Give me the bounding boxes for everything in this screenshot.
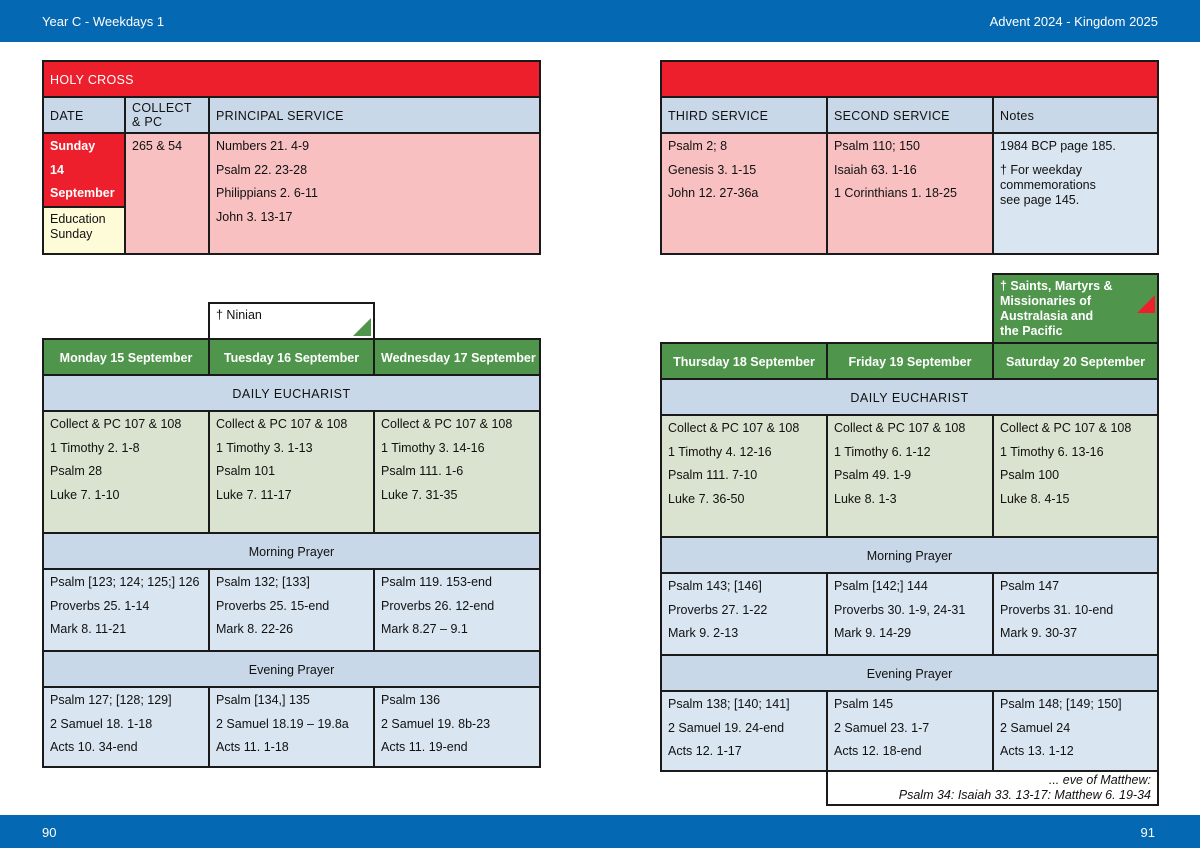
eve-of-matthew-note	[826, 770, 1159, 806]
sunday-title-continuation	[660, 60, 1159, 98]
second-service-cell	[826, 132, 994, 255]
eucharist-reading: 1 Timothy 6. 13-16	[1000, 444, 1104, 459]
sunday-date-cell	[42, 132, 126, 208]
header-left-title: Year C - Weekdays 1	[42, 14, 165, 29]
evening-cell-wednesday	[373, 686, 541, 768]
eucharist-reading: Luke 7. 36-50	[668, 491, 745, 506]
observance-line-1: Education	[50, 212, 106, 226]
evening-cell-monday	[42, 686, 210, 768]
eucharist-reading: Collect & PC 107 & 108	[1000, 421, 1132, 435]
page-number-right: 91	[1140, 825, 1155, 840]
third-service-header: THIRD SERVICE	[660, 96, 828, 134]
eucharist-reading: Luke 8. 1-3	[834, 491, 897, 506]
evening-reading: Acts 11. 1-18	[216, 740, 289, 754]
eucharist-reading: Luke 7. 31-35	[381, 487, 458, 502]
eucharist-cell-monday	[42, 410, 210, 534]
notes-line: † For weekday	[1000, 162, 1082, 177]
eucharist-reading: Collect & PC 107 & 108	[668, 421, 800, 435]
evening-reading: Acts 10. 34-end	[50, 740, 138, 754]
evening-reading: Acts 12. 1-17	[668, 744, 742, 758]
morning-reading: Psalm [123; 124; 125;] 126	[50, 575, 200, 589]
third-service-cell	[660, 132, 828, 255]
evening-reading: Psalm 127; [128; 129]	[50, 693, 172, 707]
third-reading: Psalm 2; 8	[668, 139, 728, 153]
header-right-title: Advent 2024 - Kingdom 2025	[989, 14, 1158, 29]
eucharist-reading: Luke 7. 11-17	[216, 487, 292, 502]
morning-prayer-band-right: Morning Prayer	[660, 536, 1159, 574]
notes-cell	[992, 132, 1159, 255]
morning-reading: Psalm [142;] 144	[834, 579, 928, 593]
principal-reading: Philippians 2. 6-11	[216, 186, 318, 200]
green-corner-marker-icon	[353, 318, 371, 336]
evening-cell-tuesday	[208, 686, 375, 768]
evening-reading: Psalm 138; [140; 141]	[668, 697, 790, 711]
observance-cell	[42, 206, 126, 255]
morning-cell-monday	[42, 568, 210, 652]
notes-header: Notes	[992, 96, 1159, 134]
daily-eucharist-band: DAILY EUCHARIST	[42, 374, 541, 412]
saints-line: Missionaries of	[1000, 294, 1091, 308]
eve-line-2: Psalm 34: Isaiah 33. 13-17: Matthew 6. 19-34	[898, 788, 1151, 802]
morning-reading: Proverbs 31. 10-end	[1000, 602, 1114, 617]
morning-reading: Mark 9. 30-37	[1000, 626, 1078, 640]
principal-reading: Psalm 22. 23-28	[216, 162, 308, 177]
eucharist-reading: Collect & PC 107 & 108	[381, 417, 513, 431]
principal-cell	[208, 132, 541, 255]
day-header-thursday: Thursday 18 September	[660, 342, 828, 380]
evening-cell-friday	[826, 690, 994, 772]
saints-commemoration	[992, 273, 1159, 344]
morning-reading: Proverbs 26. 12-end	[381, 598, 495, 613]
morning-reading: Psalm 143; [146]	[668, 579, 762, 593]
notes-line: see page 145.	[1000, 192, 1080, 207]
evening-reading: Psalm [134,] 135	[216, 693, 310, 707]
day-header-monday: Monday 15 September	[42, 338, 210, 376]
second-reading: Isaiah 63. 1-16	[834, 162, 917, 177]
header-bar	[0, 0, 1200, 42]
eucharist-reading: 1 Timothy 2. 1-8	[50, 440, 140, 455]
evening-prayer-band-right: Evening Prayer	[660, 654, 1159, 692]
morning-cell-friday	[826, 572, 994, 656]
day-header-wednesday: Wednesday 17 September	[373, 338, 541, 376]
collect-cell: 265 & 54	[124, 132, 210, 255]
evening-reading: 2 Samuel 24	[1000, 720, 1071, 735]
morning-reading: Mark 9. 2-13	[668, 626, 739, 640]
morning-reading: Psalm 147	[1000, 579, 1060, 593]
eucharist-reading: Psalm 111. 1-6	[381, 464, 464, 478]
third-reading: John 12. 27-36a	[668, 186, 759, 200]
eucharist-cell-thursday	[660, 414, 828, 538]
eucharist-cell-saturday	[992, 414, 1159, 538]
footer-bar	[0, 815, 1200, 848]
eucharist-reading: Luke 7. 1-10	[50, 487, 120, 502]
eucharist-reading: Psalm 49. 1-9	[834, 468, 912, 482]
sunday-title: HOLY CROSS	[42, 60, 541, 98]
morning-reading: Mark 8. 22-26	[216, 622, 294, 636]
second-service-header: SECOND SERVICE	[826, 96, 994, 134]
notes-line: 1984 BCP page 185.	[1000, 139, 1116, 153]
day-header-tuesday: Tuesday 16 September	[208, 338, 375, 376]
evening-reading: Psalm 148; [149; 150]	[1000, 697, 1122, 711]
eucharist-reading: Psalm 28	[50, 464, 103, 478]
eucharist-reading: Psalm 101	[216, 464, 276, 478]
evening-reading: 2 Samuel 23. 1-7	[834, 720, 930, 735]
evening-reading: 2 Samuel 19. 8b-23	[381, 716, 491, 731]
second-reading: Psalm 110; 150	[834, 139, 920, 153]
evening-reading: Psalm 145	[834, 697, 894, 711]
day-header-friday: Friday 19 September	[826, 342, 994, 380]
second-reading: 1 Corinthians 1. 18-25	[834, 186, 957, 200]
morning-reading: Psalm 119. 153-end	[381, 575, 492, 589]
eucharist-reading: 1 Timothy 4. 12-16	[668, 444, 772, 459]
eucharist-cell-tuesday	[208, 410, 375, 534]
third-reading: Genesis 3. 1-15	[668, 162, 757, 177]
eucharist-reading: Psalm 100	[1000, 468, 1060, 482]
evening-reading: 2 Samuel 18.19 – 19.8a	[216, 716, 349, 731]
morning-reading: Mark 9. 14-29	[834, 626, 912, 640]
eucharist-reading: Collect & PC 107 & 108	[216, 417, 348, 431]
red-corner-marker-icon	[1137, 295, 1155, 313]
eucharist-reading: Psalm 111. 7-10	[668, 468, 758, 482]
morning-reading: Proverbs 25. 15-end	[216, 598, 330, 613]
eucharist-cell-friday	[826, 414, 994, 538]
evening-reading: Acts 11. 19-end	[381, 740, 468, 754]
eucharist-reading: 1 Timothy 3. 14-16	[381, 440, 485, 455]
eve-line-1: ... eve of Matthew:	[1048, 773, 1151, 787]
eucharist-reading: Collect & PC 107 & 108	[834, 421, 966, 435]
ninian-label: † Ninian	[216, 308, 262, 322]
morning-reading: Mark 8. 11-21	[50, 622, 127, 636]
evening-reading: 2 Samuel 18. 1-18	[50, 716, 153, 731]
morning-reading: Proverbs 27. 1-22	[668, 602, 768, 617]
notes-line: commemorations	[1000, 177, 1096, 192]
morning-cell-tuesday	[208, 568, 375, 652]
morning-reading: Psalm 132; [133]	[216, 575, 310, 589]
evening-prayer-band: Evening Prayer	[42, 650, 541, 688]
collect-header-line2: & PC	[132, 115, 163, 129]
evening-reading: 2 Samuel 19. 24-end	[668, 720, 785, 735]
principal-reading: John 3. 13-17	[216, 209, 293, 224]
principal-reading: Numbers 21. 4-9	[216, 139, 310, 153]
saints-line: † Saints, Martyrs &	[1000, 279, 1113, 293]
observance-line-2: Sunday	[50, 227, 93, 241]
eucharist-reading: Collect & PC 107 & 108	[50, 417, 182, 431]
collect-header-line1: COLLECT	[132, 101, 192, 115]
morning-reading: Proverbs 30. 1-9, 24-31	[834, 602, 966, 617]
eucharist-cell-wednesday	[373, 410, 541, 534]
eucharist-reading: Luke 8. 4-15	[1000, 491, 1070, 506]
eucharist-reading: 1 Timothy 3. 1-13	[216, 440, 313, 455]
morning-cell-wednesday	[373, 568, 541, 652]
saints-line: the Pacific	[1000, 324, 1063, 338]
evening-cell-thursday	[660, 690, 828, 772]
date-line-1: Sunday	[50, 139, 96, 153]
date-line-2: 14	[50, 162, 64, 177]
date-line-3: September	[50, 186, 115, 200]
saints-line: Australasia and	[1000, 309, 1094, 323]
morning-cell-saturday	[992, 572, 1159, 656]
morning-reading: Mark 8.27 – 9.1	[381, 622, 468, 636]
evening-reading: Acts 13. 1-12	[1000, 744, 1074, 758]
principal-header: PRINCIPAL SERVICE	[208, 96, 541, 134]
ninian-commemoration	[208, 302, 375, 340]
morning-reading: Proverbs 25. 1-14	[50, 598, 150, 613]
evening-reading: Acts 12. 18-end	[834, 744, 922, 758]
evening-cell-saturday	[992, 690, 1159, 772]
morning-cell-thursday	[660, 572, 828, 656]
evening-reading: Psalm 136	[381, 693, 441, 707]
collect-header	[124, 96, 210, 134]
daily-eucharist-band-right: DAILY EUCHARIST	[660, 378, 1159, 416]
day-header-saturday: Saturday 20 September	[992, 342, 1159, 380]
date-header: DATE	[42, 96, 126, 134]
page-number-left: 90	[42, 825, 57, 840]
morning-prayer-band: Morning Prayer	[42, 532, 541, 570]
eucharist-reading: 1 Timothy 6. 1-12	[834, 444, 931, 459]
